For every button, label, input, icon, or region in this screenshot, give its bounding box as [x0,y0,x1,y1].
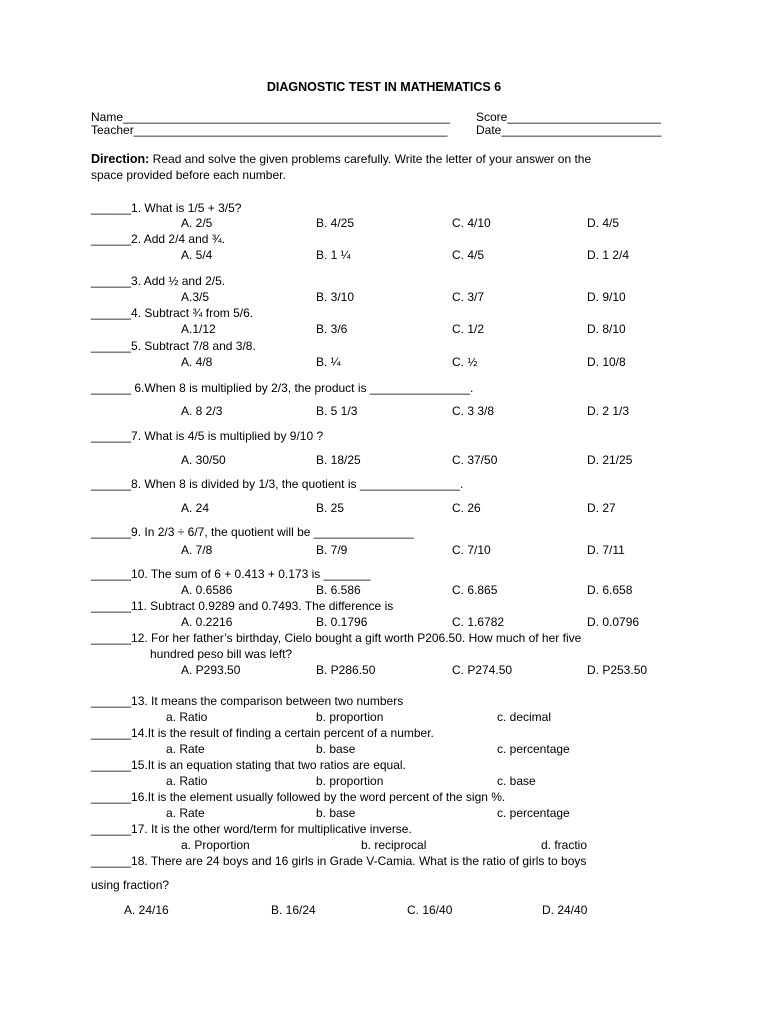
q3-option-d[interactable]: D. 9/10 [587,290,626,304]
q2-option-d[interactable]: D. 1 2/4 [587,248,630,262]
question-3: ______3. Add ½ and 2/5. [91,274,226,288]
q5-option-b[interactable]: B. ¼ [316,355,341,369]
question-4: ______4. Subtract ¾ from 5/6. [91,306,254,320]
q10-option-c[interactable]: C. 6.865 [452,583,498,597]
direction-text-1: Read and solve the given problems carefully. Write the letter of your answer on the [149,152,592,166]
question-2: ______2. Add 2/4 and ¾. [91,232,226,246]
question-16: ______16.It is the element usually followed by the word percent of the sign %. [91,790,506,804]
q12-option-d[interactable]: D. P253.50 [587,663,648,677]
q13-option-c[interactable]: c. decimal [497,710,552,724]
question-14: ______14.It is the result of finding a certain percent of a number. [91,726,434,740]
q14-option-b[interactable]: b. base [316,742,356,756]
q1-option-b[interactable]: B. 4/25 [316,216,355,230]
q11-option-a[interactable]: A. 0.2216 [181,615,233,629]
question-18-continued: using fraction? [91,878,170,892]
q17-option-a[interactable]: a. Proportion [181,838,250,852]
q8-option-a[interactable]: A. 24 [181,501,210,515]
q6-option-a[interactable]: A. 8 2/3 [181,404,223,418]
q18-option-d[interactable]: D. 24/40 [542,903,588,917]
q4-option-d[interactable]: D. 8/10 [587,322,626,336]
q1-option-d[interactable]: D. 4/5 [587,216,620,230]
question-12: ______12. For her father’s birthday, Cielo bought a gift worth P206.50. How much of her five [91,631,582,645]
q6-option-d[interactable]: D. 2 1/3 [587,404,630,418]
q1-option-a[interactable]: A. 2/5 [181,216,213,230]
direction-line-2: space provided before each number. [91,168,286,182]
question-1: ______1. What is 1/5 + 3/5? [91,201,242,215]
date-field[interactable]: Date________________________ [476,123,662,137]
q3-option-a[interactable]: A.3/5 [181,290,210,304]
score-field[interactable]: Score_______________________ [476,110,661,124]
q7-option-b[interactable]: B. 18/25 [316,453,361,467]
q3-option-c[interactable]: C. 3/7 [452,290,485,304]
question-15: ______15.It is an equation stating that two ratios are equal. [91,758,406,772]
q6-option-b[interactable]: B. 5 1/3 [316,404,358,418]
q13-option-b[interactable]: b. proportion [316,710,384,724]
q8-option-b[interactable]: B. 25 [316,501,345,515]
q18-option-b[interactable]: B. 16/24 [271,903,316,917]
q12-option-a[interactable]: A. P293.50 [181,663,241,677]
q16-option-c[interactable]: c. percentage [497,806,570,820]
page-title: DIAGNOSTIC TEST IN MATHEMATICS 6 [266,80,502,94]
q2-option-a[interactable]: A. 5/4 [181,248,213,262]
question-7: ______7. What is 4/5 is multiplied by 9/10 ? [91,429,324,443]
q11-option-b[interactable]: B. 0.1796 [316,615,368,629]
q6-option-c[interactable]: C. 3 3/8 [452,404,495,418]
question-17: ______17. It is the other word/term for multiplicative inverse. [91,822,412,836]
q2-option-c[interactable]: C. 4/5 [452,248,485,262]
q11-option-d[interactable]: D. 0.0796 [587,615,640,629]
q7-option-d[interactable]: D. 21/25 [587,453,633,467]
q9-option-d[interactable]: D. 7/11 [587,543,625,557]
teacher-field[interactable]: Teacher_______________________________________________ [91,123,448,137]
q8-option-c[interactable]: C. 26 [452,501,481,515]
direction-line-1 [91,152,591,166]
name-field[interactable]: Name_________________________________________________ [91,110,451,124]
q5-option-d[interactable]: D. 10/8 [587,355,626,369]
question-9: ______9. In 2/3 ÷ 6/7, the quotient will be _______________ [91,525,414,539]
q10-option-a[interactable]: A. 0.6586 [181,583,233,597]
q18-option-c[interactable]: C. 16/40 [407,903,453,917]
q18-option-a[interactable]: A. 24/16 [124,903,169,917]
q16-option-b[interactable]: b. base [316,806,356,820]
q7-option-a[interactable]: A. 30/50 [181,453,226,467]
question-8: ______8. When 8 is divided by 1/3, the quotient is _______________. [91,477,464,491]
question-5: ______5. Subtract 7/8 and 3/8. [91,339,256,353]
q10-option-b[interactable]: B. 6.586 [316,583,361,597]
q12-option-c[interactable]: C. P274.50 [452,663,513,677]
q15-option-a[interactable]: a. Ratio [166,774,208,788]
q4-option-c[interactable]: C. 1/2 [452,322,485,336]
question-11: ______11. Subtract 0.9289 and 0.7493. The difference is [91,599,394,613]
q5-option-c[interactable]: C. ½ [452,355,478,369]
q17-option-d[interactable]: d. fractio [541,838,588,852]
q2-option-b[interactable]: B. 1 ¼ [316,248,351,262]
q17-option-b[interactable]: b. reciprocal [361,838,427,852]
q5-option-a[interactable]: A. 4/8 [181,355,213,369]
q15-option-c[interactable]: c. base [497,774,536,788]
question-13: ______13. It means the comparison between two numbers [91,694,404,708]
q9-option-b[interactable]: B. 7/9 [316,543,348,557]
q15-option-b[interactable]: b. proportion [316,774,384,788]
q10-option-d[interactable]: D. 6.658 [587,583,633,597]
direction-label: Direction: [91,152,150,166]
question-18: ______18. There are 24 boys and 16 girls in Grade V-Camia. What is the ratio of girls to boys [91,854,587,868]
q11-option-c[interactable]: C. 1.6782 [452,615,505,629]
q14-option-c[interactable]: c. percentage [497,742,570,756]
q8-option-d[interactable]: D. 27 [587,501,616,515]
q1-option-c[interactable]: C. 4/10 [452,216,491,230]
question-12-continued: hundred peso bill was left? [150,647,293,661]
q13-option-a[interactable]: a. Ratio [166,710,208,724]
q12-option-b[interactable]: B. P286.50 [316,663,376,677]
q9-option-a[interactable]: A. 7/8 [181,543,213,557]
q14-option-a[interactable]: a. Rate [166,742,205,756]
q4-option-b[interactable]: B. 3/6 [316,322,348,336]
q7-option-c[interactable]: C. 37/50 [452,453,498,467]
q3-option-b[interactable]: B. 3/10 [316,290,355,304]
q9-option-c[interactable]: C. 7/10 [452,543,491,557]
q16-option-a[interactable]: a. Rate [166,806,205,820]
question-10: ______10. The sum of 6 + 0.413 + 0.173 is _______ [91,567,371,581]
question-6: ______ 6.When 8 is multiplied by 2/3, the product is _______________. [91,381,474,395]
q4-option-a[interactable]: A.1/12 [181,322,216,336]
